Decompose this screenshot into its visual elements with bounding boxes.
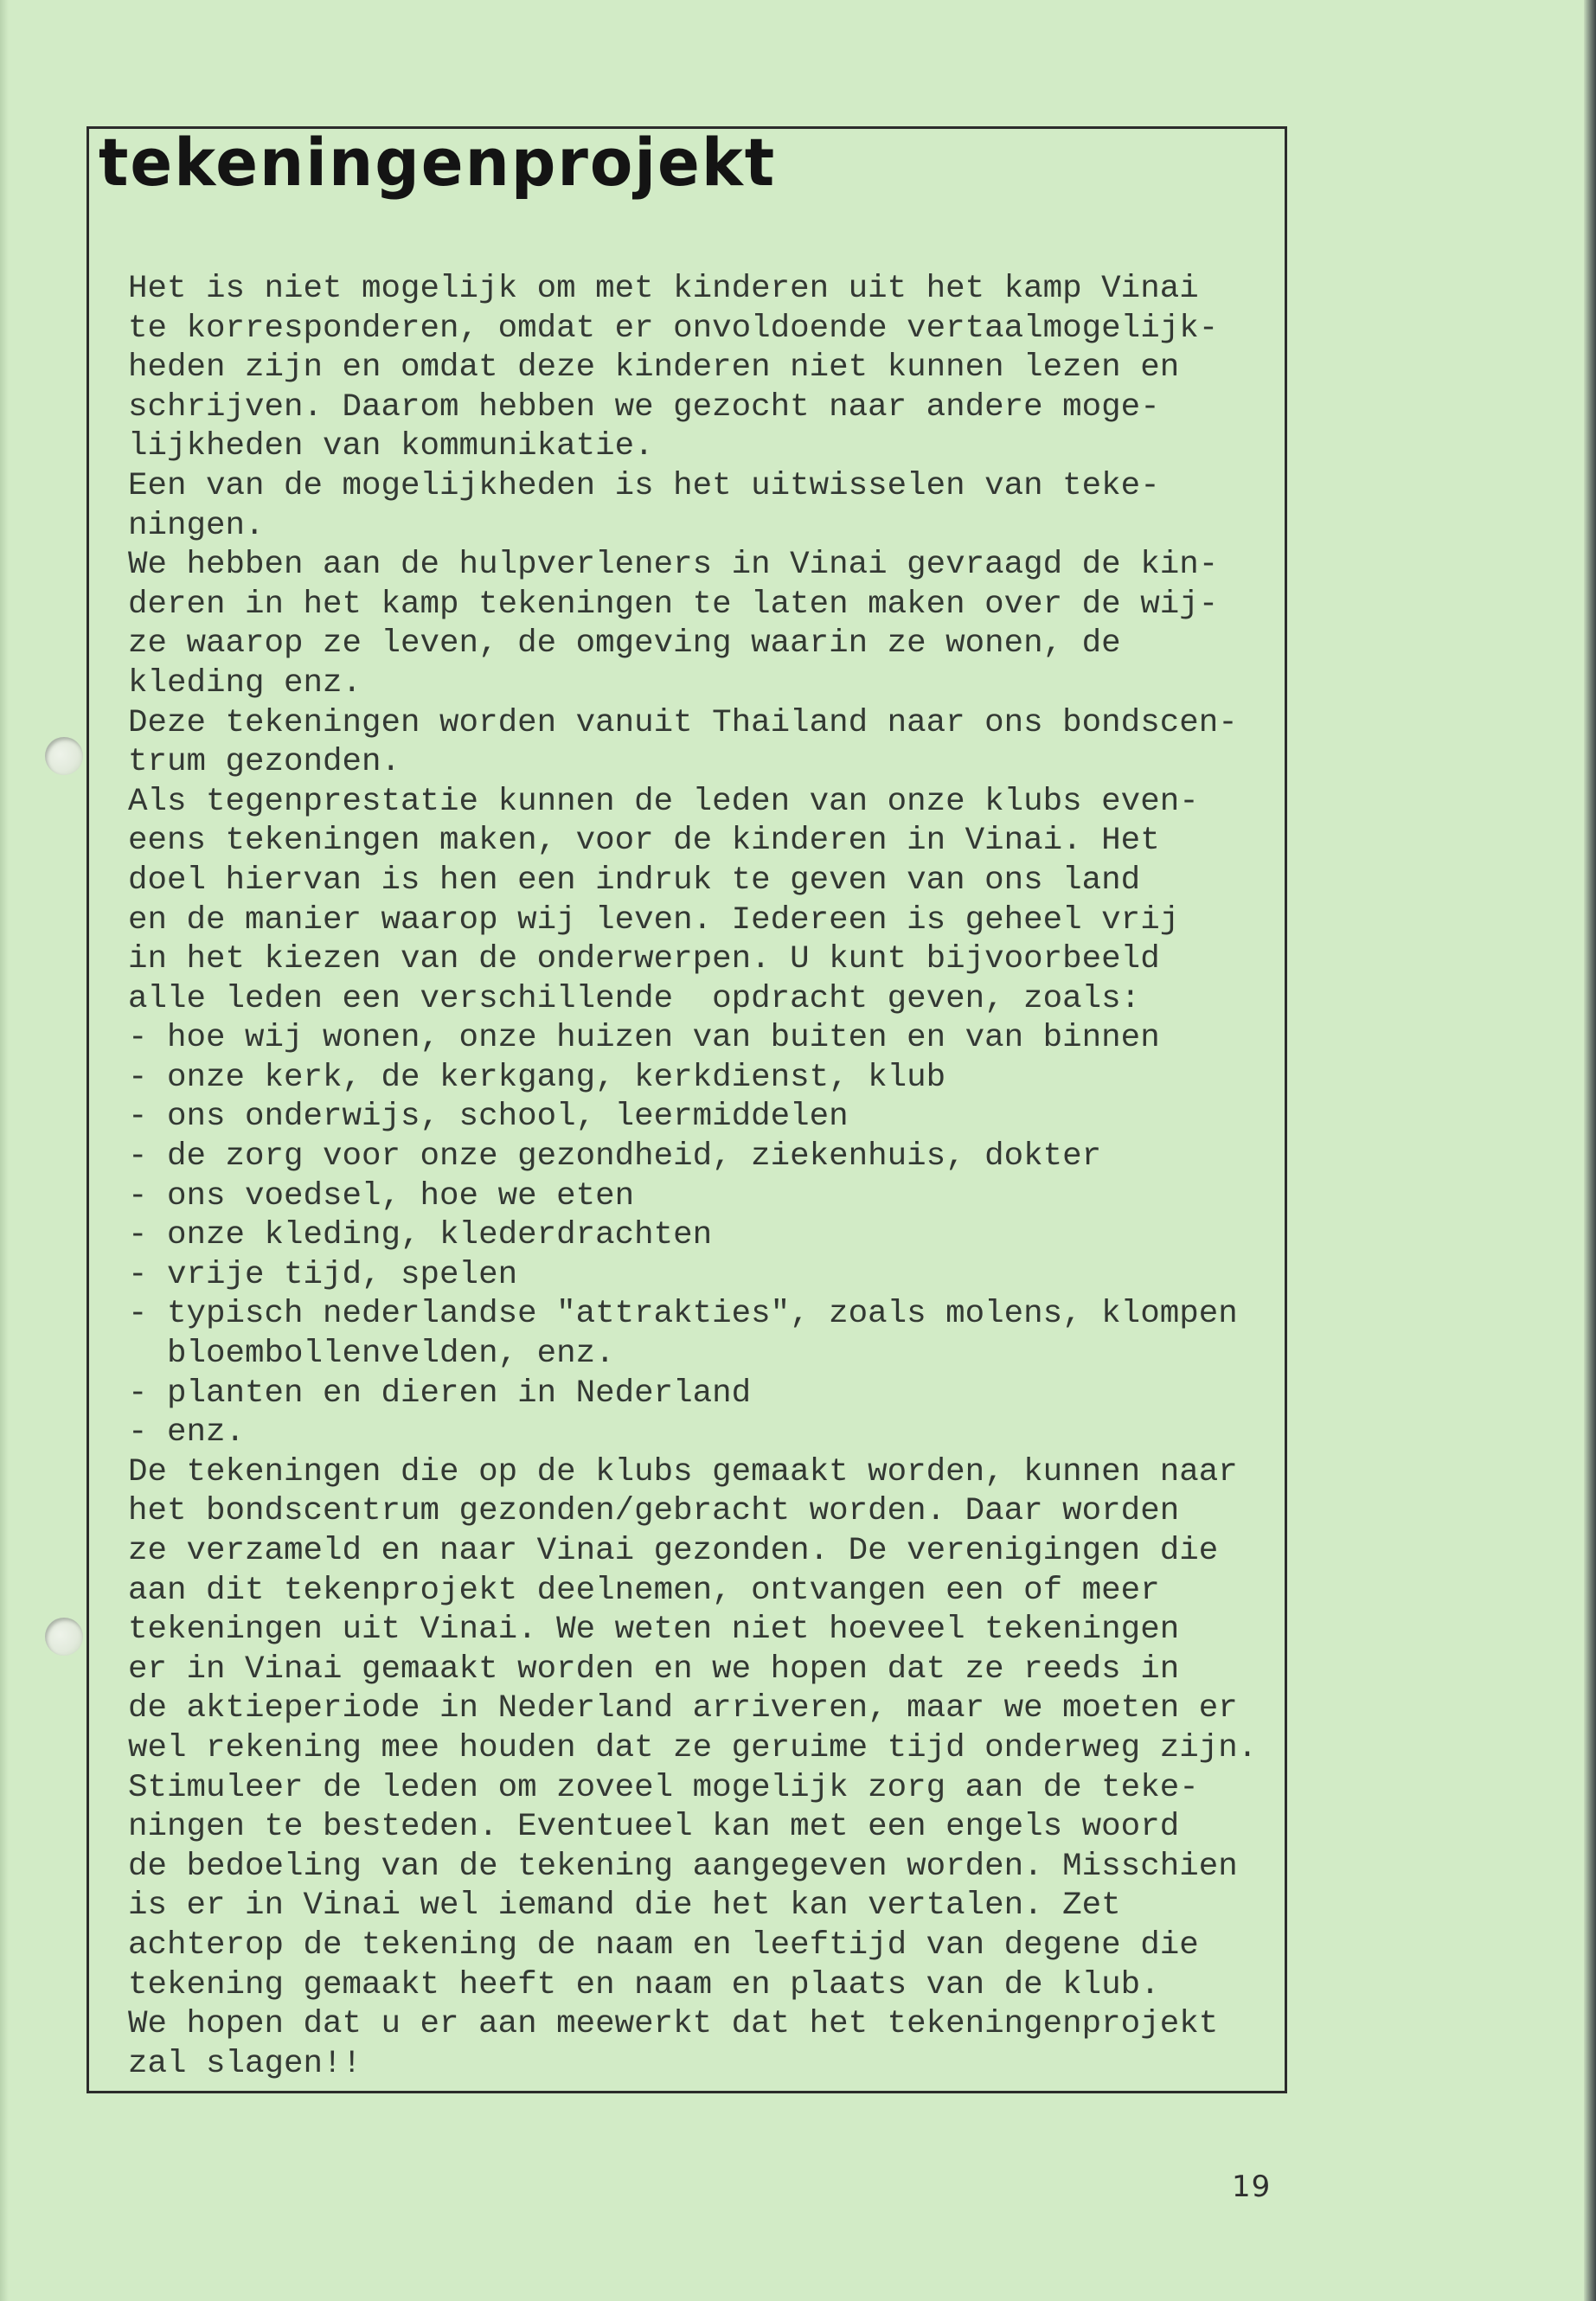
body-line: - hoe wij wonen, onze huizen van buiten en van binnen	[128, 1020, 1160, 1057]
body-line: er in Vinai gemaakt worden en we hopen dat ze reeds in	[128, 1650, 1180, 1688]
article-title: tekeningenprojekt	[99, 124, 777, 201]
body-line: Deze tekeningen worden vanuit Thailand naar ons bondscen-	[128, 704, 1238, 741]
page-binding-edge	[1584, 0, 1596, 2301]
body-line: trum gezonden.	[128, 744, 401, 781]
body-line: tekeningen uit Vinai. We weten niet hoeveel tekeningen	[128, 1612, 1180, 1649]
body-line: - ons voedsel, hoe we eten	[128, 1177, 635, 1215]
body-line: - ons onderwijs, school, leermiddelen	[128, 1099, 849, 1136]
body-line: Een van de mogelijkheden is het uitwisselen van teke-	[128, 467, 1160, 504]
body-line: We hopen dat u er aan meewerkt dat het tekeningenprojekt	[128, 2006, 1219, 2043]
body-line: te korresponderen, omdat er onvoldoende vertaalmogelijk-	[128, 310, 1219, 347]
body-line: - onze kerk, de kerkgang, kerkdienst, klub	[128, 1059, 946, 1096]
body-line: ningen.	[128, 507, 265, 544]
article-body	[128, 270, 1279, 2084]
body-line: lijkheden van kommunikatie.	[128, 428, 654, 465]
body-line: doel hiervan is hen een indruk te geven van ons land	[128, 862, 1141, 899]
body-line: de bedoeling van de tekening aangegeven worden. Misschien	[128, 1848, 1238, 1885]
body-line: kleding enz.	[128, 664, 362, 702]
punch-hole-bottom	[45, 1618, 83, 1656]
body-line: - typisch nederlandse "attrakties", zoals molens, klompen	[128, 1296, 1238, 1333]
body-line: aan dit tekenprojekt deelnemen, ontvangen een of meer	[128, 1572, 1160, 1609]
body-line: heden zijn en omdat deze kinderen niet kunnen lezen en	[128, 349, 1180, 387]
body-line: zal slagen!!	[128, 2045, 362, 2082]
body-line: in het kiezen van de onderwerpen. U kunt bijvoorbeeld	[128, 941, 1160, 978]
body-line: het bondscentrum gezonden/gebracht worden. Daar worden	[128, 1493, 1180, 1530]
body-line: achterop de tekening de naam en leeftijd van degene die	[128, 1926, 1199, 1964]
body-line: Stimuleer de leden om zoveel mogelijk zorg aan de teke-	[128, 1769, 1199, 1806]
body-line: en de manier waarop wij leven. Iedereen is geheel vrij	[128, 901, 1180, 939]
body-line: - planten en dieren in Nederland	[128, 1375, 752, 1412]
body-line: wel rekening mee houden dat ze geruime tijd onderweg zijn.	[128, 1729, 1258, 1766]
page-left-edge	[0, 0, 9, 2301]
body-line: eens tekeningen maken, voor de kinderen in Vinai. Het	[128, 823, 1160, 860]
body-line: bloembollenvelden, enz.	[128, 1336, 615, 1373]
body-line: alle leden een verschillende opdracht geven, zoals:	[128, 980, 1141, 1017]
body-line: - enz.	[128, 1414, 246, 1452]
body-line: deren in het kamp tekeningen te laten maken over de wij-	[128, 586, 1219, 623]
body-line: - de zorg voor onze gezondheid, ziekenhuis, dokter	[128, 1138, 1102, 1176]
body-line: - onze kleding, klederdrachten	[128, 1217, 713, 1254]
body-line: schrijven. Daarom hebben we gezocht naar andere moge-	[128, 388, 1160, 426]
body-line: is er in Vinai wel iemand die het kan vertalen. Zet	[128, 1888, 1121, 1925]
body-line: de aktieperiode in Nederland arriveren, maar we moeten er	[128, 1690, 1238, 1727]
body-line: De tekeningen die op de klubs gemaakt worden, kunnen naar	[128, 1453, 1238, 1490]
body-line: We hebben aan de hulpverleners in Vinai gevraagd de kin-	[128, 547, 1219, 584]
body-line: tekening gemaakt heeft en naam en plaats van de klub.	[128, 1966, 1160, 2003]
body-line: Als tegenprestatie kunnen de leden van onze klubs even-	[128, 783, 1199, 820]
punch-hole-top	[45, 737, 83, 775]
body-line: ze verzameld en naar Vinai gezonden. De verenigingen die	[128, 1533, 1219, 1569]
body-line: - vrije tijd, spelen	[128, 1256, 518, 1293]
body-line: ningen te besteden. Eventueel kan met een engels woord	[128, 1809, 1180, 1846]
body-line: Het is niet mogelijk om met kinderen uit het kamp Vinai	[128, 271, 1199, 307]
page-number: 19	[1232, 2170, 1272, 2204]
body-line: ze waarop ze leven, de omgeving waarin ze wonen, de	[128, 625, 1121, 663]
